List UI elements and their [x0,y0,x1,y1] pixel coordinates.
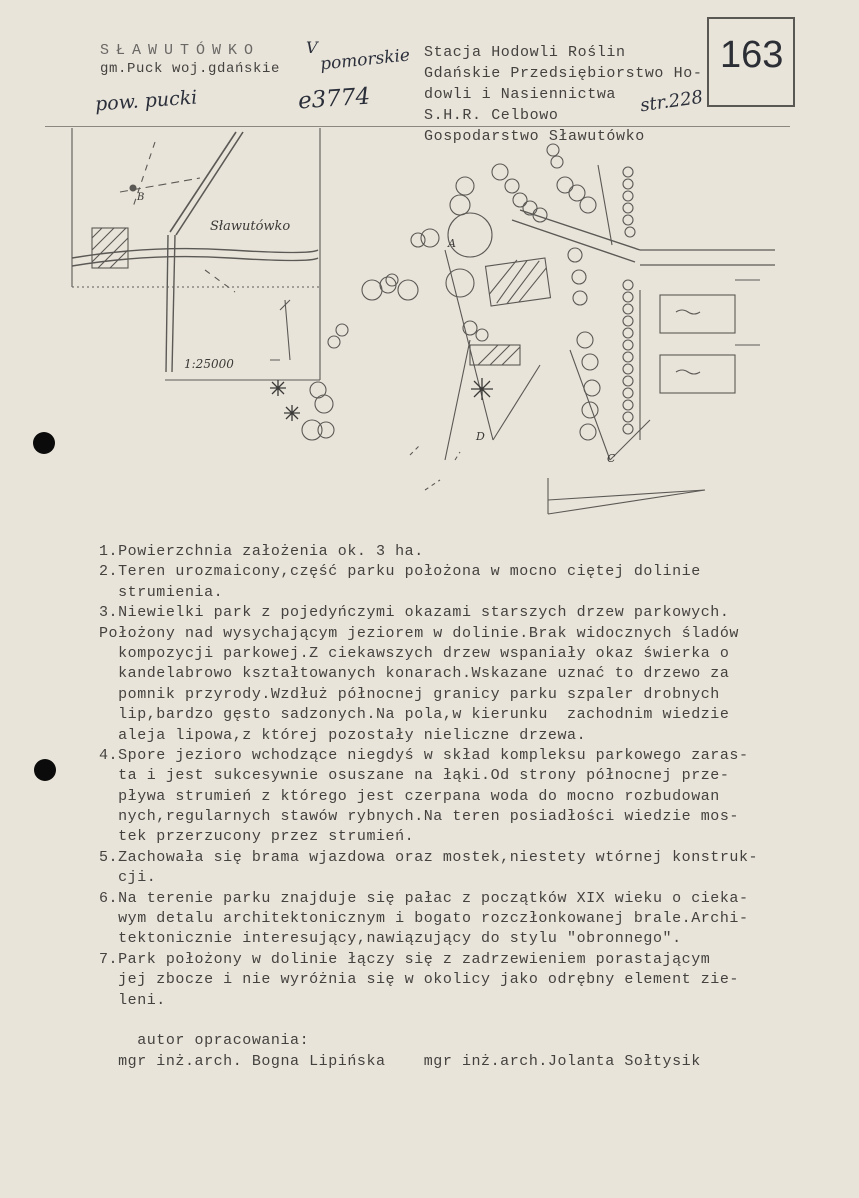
text-line: Położony nad wysychającym jeziorem w dolinie.Brak widocznych śladów [99,624,739,642]
institution-line: Gospodarstwo Sławutówko [424,128,645,145]
author-names: mgr inż.arch. Bogna Lipińska mgr inż.arch.Jolanta Sołtysik [99,1052,701,1070]
handwritten-county: pow. pucki [94,86,198,116]
description-text [99,542,799,1072]
text-line: strumienia. [99,583,224,601]
location-map [72,128,320,380]
text-line: 2.Teren urozmaicony,część parku położona w mocno ciętej dolinie [99,563,701,581]
tree-symbols [270,378,493,421]
text-line: cji. [99,869,157,887]
handwritten-page-ref: str.228 [638,86,705,117]
text-line: pływa strumień z którego jest czerpana woda do mocno rozbudowan [99,787,720,805]
text-line: 1.Powierzchnia założenia ok. 3 ha. [99,543,424,560]
point-d: D [476,430,485,443]
punch-hole-top [33,432,55,454]
commune: gm.Puck woj.gdańskie [100,61,281,77]
text-line: 6.Na terenie parku znajduje się pałac z początków XIX wieku o cieka- [99,889,749,907]
text-line: 5.Zachowała się brama wjazdowa oraz mostek,niestety wtórnej konstruk- [99,848,759,866]
point-b: B [137,192,145,203]
institution-line: Gdańskie Przedsiębiorstwo Ho- [424,65,703,82]
institution-line: Stacja Hodowli Roślin [424,44,626,61]
text-line: kompozycji parkowej.Z ciekawszych drzew wspaniały okaz świerka o [99,644,730,662]
point-a: A [448,237,456,250]
punch-hole-bottom [34,759,56,781]
place-name: SŁAWUTÓWKO [100,42,261,59]
point-c: C [607,452,616,465]
map-scale: 1:25000 [184,357,234,371]
handwritten-voivodeship: pomorskie [319,45,411,75]
text-line: 3.Niewielki park z pojedyńczymi okazami starszych drzew parkowych. [99,604,730,622]
text-line: aleja lipowa,z której pozostały nieliczne drzewa. [99,726,587,744]
text-line: wym detalu architektonicznym i bogato rozczłonkowanej brale.Archi- [99,910,749,928]
text-line: ta i jest sukcesywnie osuszane na łąki.Od strony północnej prze- [99,767,730,785]
check-mark: V [306,38,318,57]
text-line: pomnik przyrody.Wzdłuż północnej granicy parku szpaler drobnych [99,685,720,703]
institution-line: S.H.R. Celbowo [424,107,559,124]
text-line: 4.Spore jezioro wchodzące niegdyś w skład kompleksu parkowego zaras- [99,746,749,764]
site-plan-sketch [0,0,859,540]
text-line: lip,bardzo gęsto sadzonych.Na pola,w kierunku zachodnim wiedzie [99,706,730,724]
handwritten-reference: e3774 [297,83,371,115]
map-point-b [130,185,136,191]
text-line: kandelabrowo kształtowanych konarach.Wskazane uznać to drzewo za [99,665,730,683]
text-line [99,1011,799,1031]
text-line: tektonicznie interesujący,nawiązujący do stylu "obronnego". [99,930,682,948]
text-line: tek przerzucony przez strumień. [99,828,415,846]
text-line: leni. [99,991,166,1009]
map-village-label: Sławutówko [210,219,291,234]
institution-line: dowli i Nasiennictwa [424,86,617,103]
text-line: nych,regularnych stawów rybnych.Na teren posiadłości wiedzie mos- [99,808,739,826]
site-plan [270,144,775,514]
text-line: 7.Park położony w dolinie łączy się z zadrzewieniem porastającym [99,950,711,968]
page-number: 163 [720,34,784,76]
text-line: jej zbocze i nie wyróżnia się w okolicy jako odrębny element zie- [99,971,739,989]
author-heading: autor opracowania: [99,1032,310,1050]
